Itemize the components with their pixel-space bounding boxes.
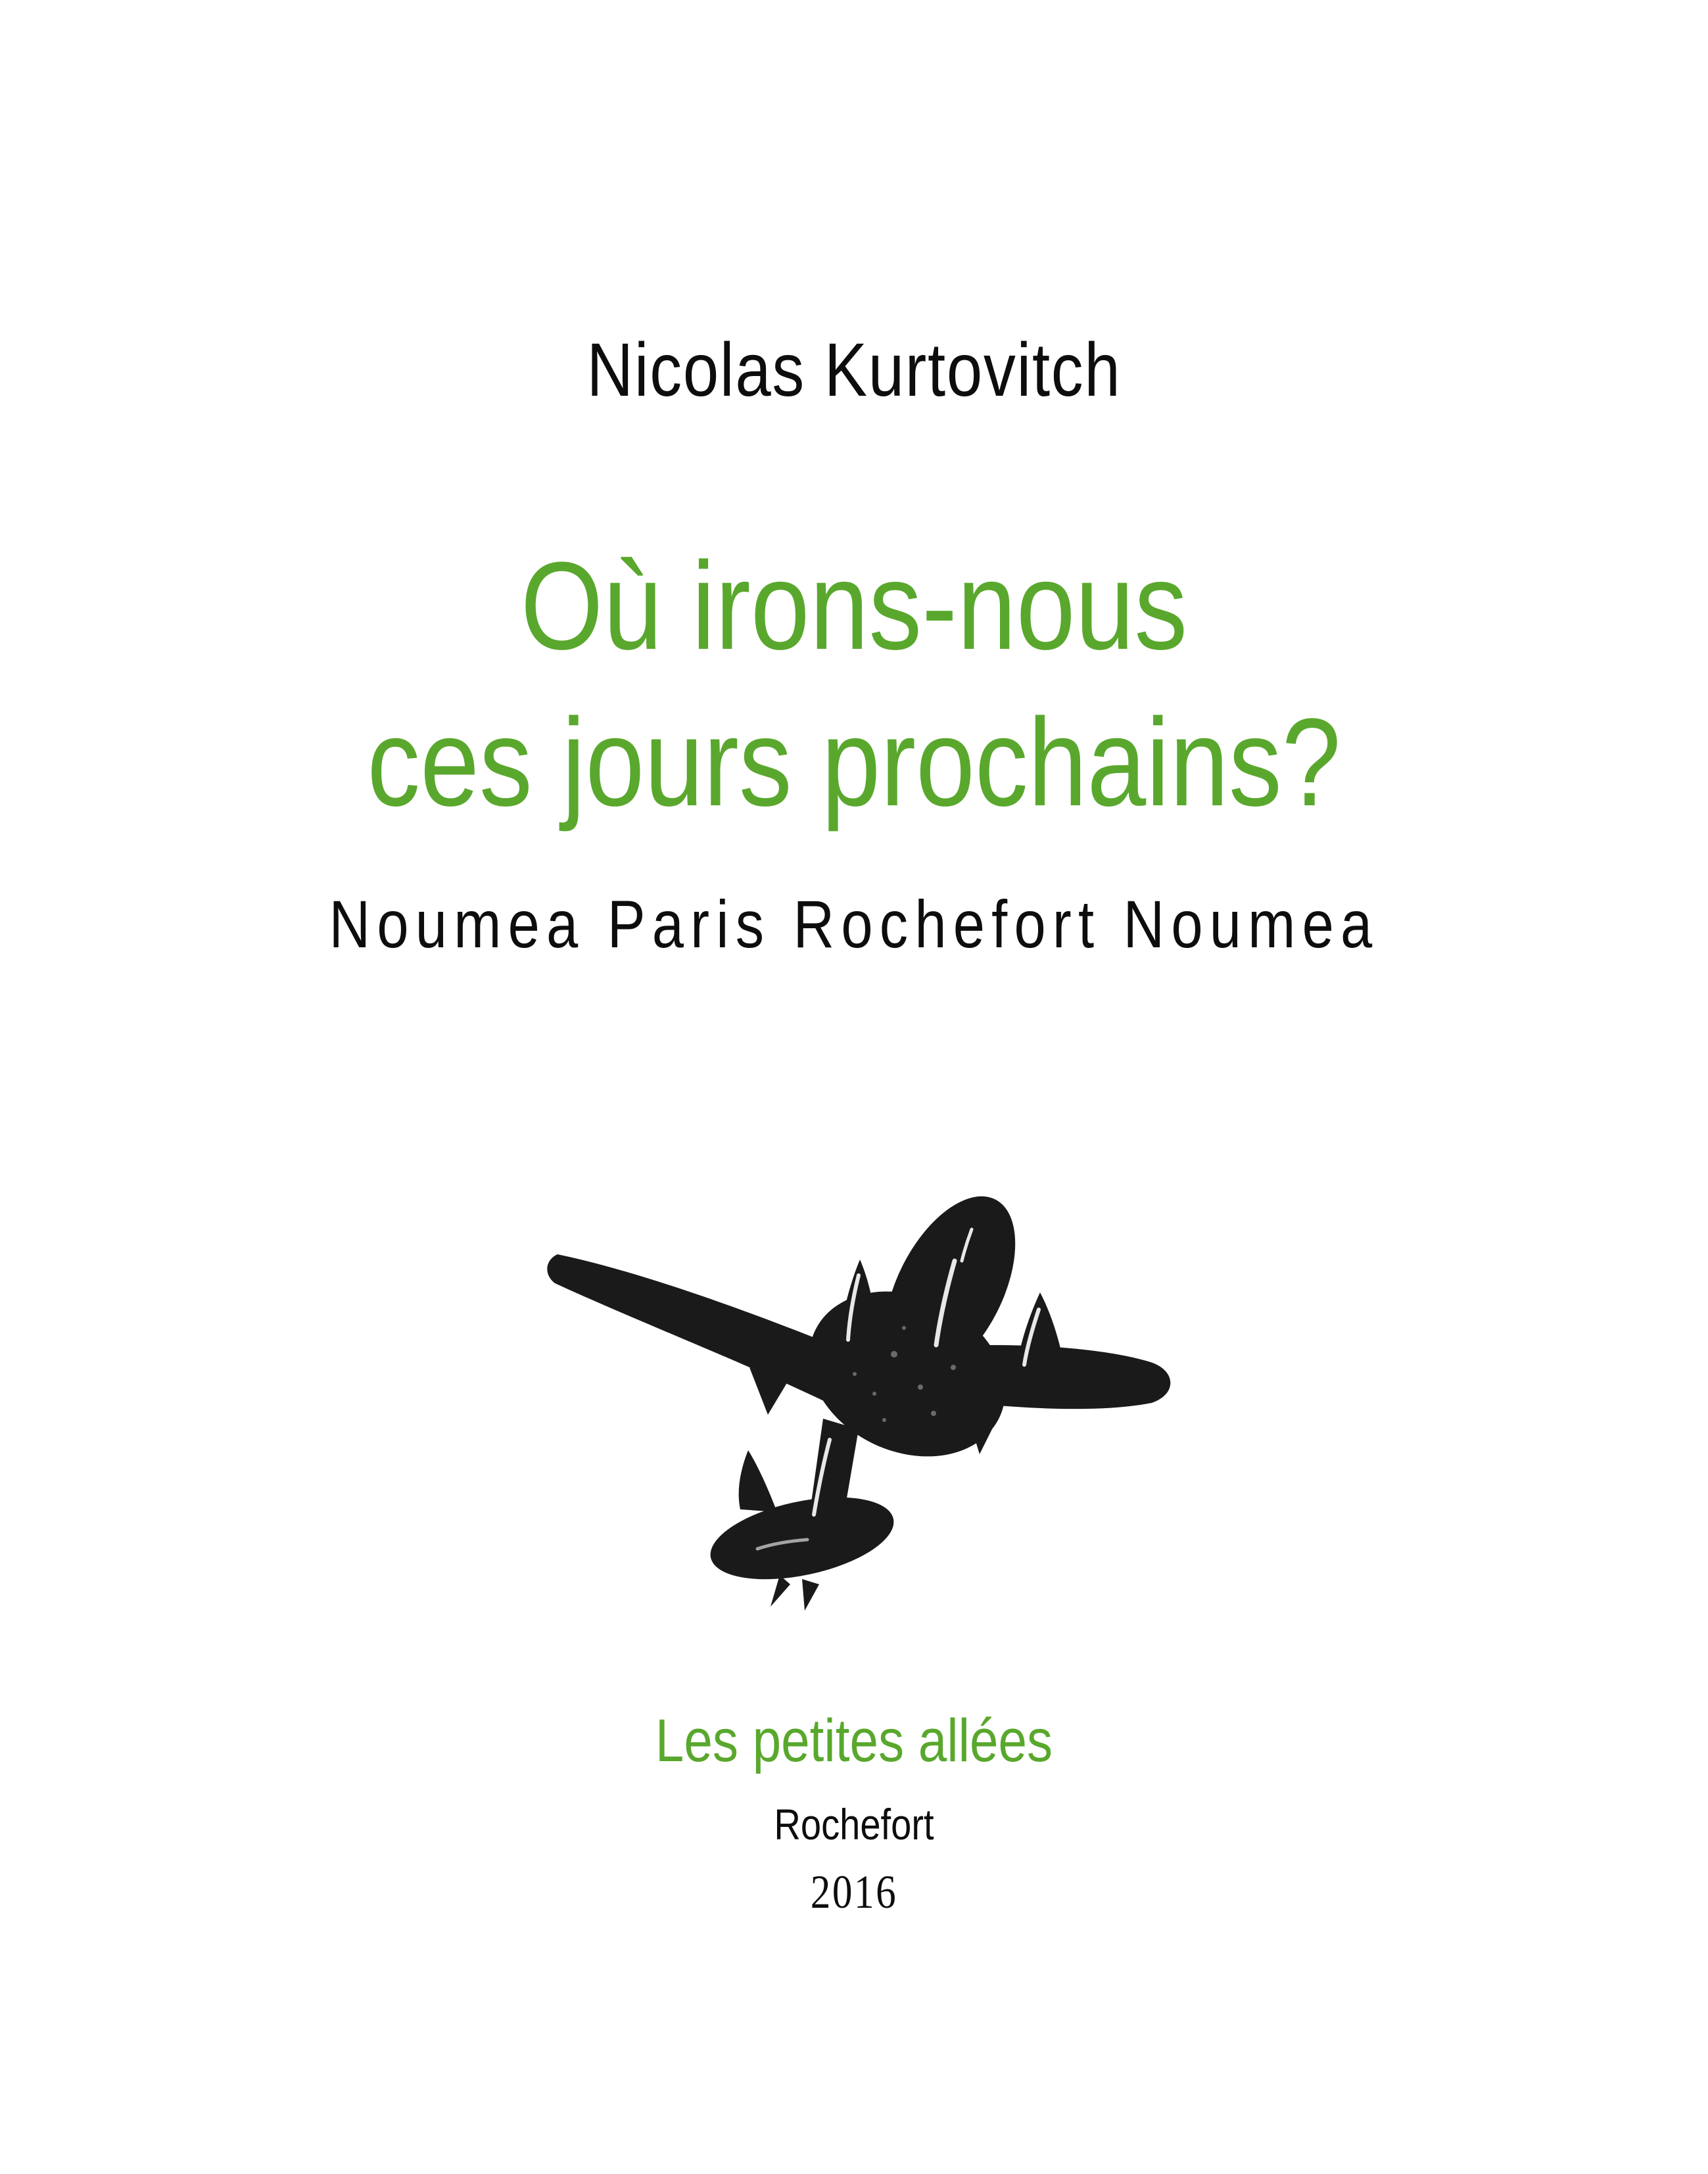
subtitle-itinerary: Noumea Paris Rochefort Noumea bbox=[329, 887, 1379, 962]
book-title bbox=[128, 528, 1580, 841]
publication-year: 2016 bbox=[810, 1866, 898, 1918]
book-title-line-2: ces jours prochains? bbox=[367, 693, 1341, 832]
book-title-line-1: Où irons-nous bbox=[520, 536, 1188, 676]
publisher-city: Rochefort bbox=[774, 1800, 934, 1849]
author-name: Nicolas Kurtovitch bbox=[586, 328, 1122, 412]
airplane-stamp-icon bbox=[526, 1131, 1183, 1617]
airplane-illustration bbox=[526, 1131, 1183, 1617]
publisher-name: Les petites allées bbox=[655, 1707, 1053, 1774]
